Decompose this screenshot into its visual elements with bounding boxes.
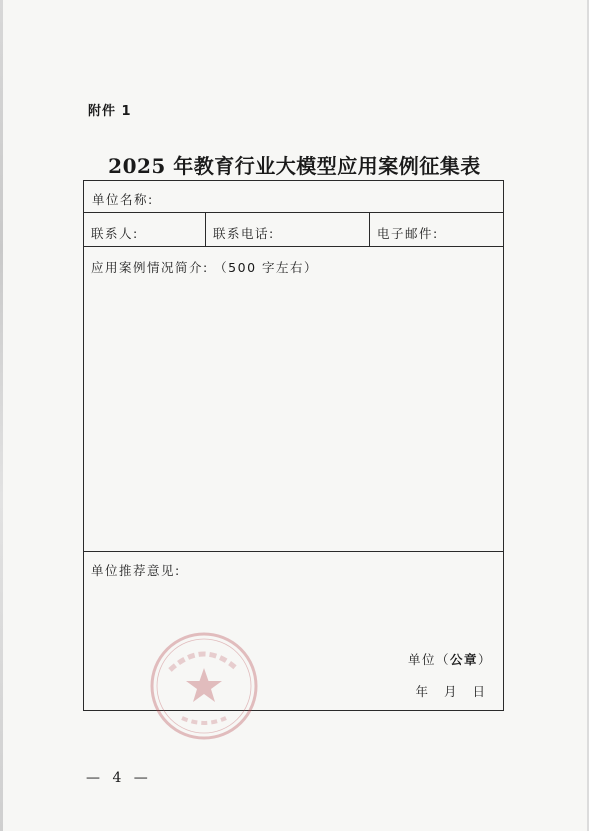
contact-row [84,213,503,247]
signature-date: 年 月 日 [415,684,485,699]
recommendation-row[interactable] [84,552,503,712]
case-description-row[interactable] [84,247,503,552]
signature-unit [408,650,492,668]
scan-edge-left [0,0,3,831]
page-number: — 4 — [86,770,152,786]
contact-phone-cell[interactable] [206,213,370,246]
signature-unit-suffix: ） [477,652,492,667]
form-title: 2025 年教育行业大模型应用案例征集表 [108,154,481,178]
contact-person-cell[interactable] [84,213,206,246]
recommendation-label: 单位推荐意见: [91,563,181,578]
contact-phone-label: 联系电话: [213,226,275,241]
signature-unit-seal: 公章 [449,652,478,667]
case-collection-form [83,180,504,711]
unit-name-label: 单位名称: [92,192,154,207]
official-seal-stamp [148,630,260,742]
signature-unit-prefix: 单位（ [407,652,450,667]
email-cell[interactable] [370,213,505,246]
email-label: 电子邮件: [377,226,439,241]
unit-name-row[interactable] [84,181,503,213]
contact-person-label: 联系人: [91,226,139,241]
case-description-label: 应用案例情况简介: （500 字左右） [91,260,319,275]
attachment-label: 附件 1 [88,104,132,119]
